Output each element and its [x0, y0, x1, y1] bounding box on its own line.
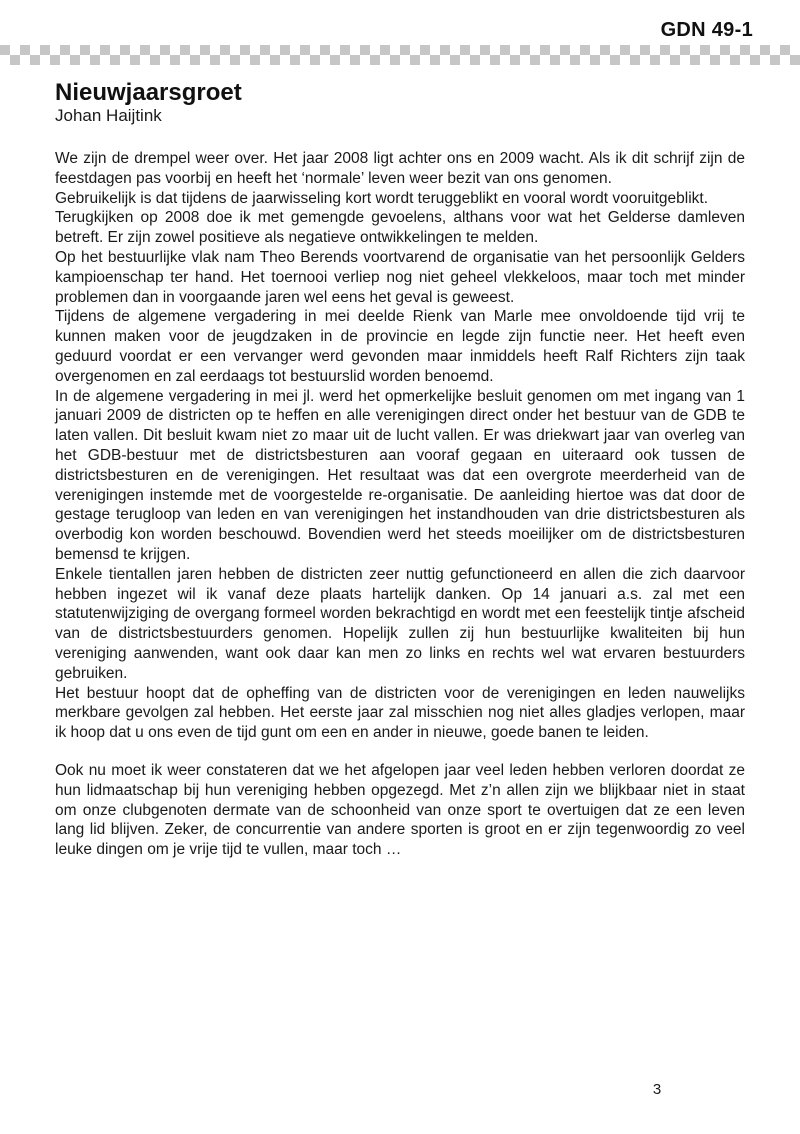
paragraph: Op het bestuurlijke vlak nam Theo Berends voortvarend de organisatie van het persoonlijk Gelders kampioenschap ter hand. Het toernooi verliep nog niet geheel vlekkeloos, maar toch met minder problemen dan in voorgaande jaren wel eens het geval is geweest.: [55, 248, 745, 306]
page-number: 3: [652, 1081, 662, 1098]
issue-label: GDN 49-1: [660, 19, 753, 41]
article-body: [55, 149, 745, 860]
paragraph-closing: Ook nu moet ik weer constateren dat we het afgelopen jaar veel leden hebben verloren doordat ze hun lidmaatschap bij hun vereniging hebben opgezegd. Met z’n allen zijn we blijkbaar niet in staat om onze clubgenoten dermate van de schoonheid van onze sport te overtuigen dat ze een leven lang lid blijven. Zeker, de concurrentie van andere sporten is groot en er zijn tegenwoordig zo veel leuke dingen om je vrije tijd te vullen, maar toch …: [55, 761, 745, 859]
checkered-divider: [0, 45, 800, 65]
author-byline: Johan Haijtink: [55, 106, 162, 125]
paragraph: Het bestuur hoopt dat de opheffing van de districten voor de verenigingen en leden nauwelijks merkbare gevolgen zal hebben. Het eerste jaar zal misschien nog niet alles gladjes verlopen, maar ik hoop dat u ons even de tijd gunt om een en ander in nieuwe, goede banen te leiden.: [55, 684, 745, 742]
paragraph: Enkele tientallen jaren hebben de districten zeer nuttig gefunctioneerd en allen die zich daarvoor hebben ingezet wil ik vanaf deze plaats hartelijk danken. Op 14 januari a.s. zal met een statutenwijziging de overgang formeel worden bekrachtigd en wordt met een feestelijk tintje afscheid van de districtsbestuurders genomen. Hopelijk zullen zij hun bestuurlijke kwaliteiten bij hun vereniging aanwenden, want ook daar kan men zo links en rechts wel wat ervaren bestuurders gebruiken.: [55, 565, 745, 682]
paragraph: Tijdens de algemene vergadering in mei deelde Rienk van Marle mee onvoldoende tijd vrij te kunnen maken voor de jeugdzaken in de provincie en legde zijn functie neer. Het heeft even geduurd voordat er een vervanger werd gevonden maar inmiddels heeft Ralf Richters zijn taak overgenomen en zal eerdaags tot bestuurslid worden benoemd.: [55, 308, 745, 385]
paragraph: In de algemene vergadering in mei jl. werd het opmerkelijke besluit genomen om met ingang van 1 januari 2009 de districten op te heffen en alle verenigingen direct onder het bestuur van de GDB te laten vallen. Dit besluit kwam niet zo maar uit de lucht vallen. Er was driekwart jaar van overleg van het GDB-bestuur met de districtsbesturen aan vooraf gegaan en uiteraard ook tussen de districtsbesturen en de verenigingen. Het resultaat was dat een overgrote meerderheid van de verenigingen instemde met de voorgestelde re-organisatie. De aanleiding hiertoe was dat door de gestage terugloop van leden en van verenigingen het instandhouden van drie districtsbesturen als overbodig kon worden beschouwd. Bovendien werd het steeds moeilijker om de districtsbesturen bemensd te krijgen.: [55, 387, 745, 563]
page-content: [55, 81, 745, 860]
page-title: Nieuwjaarsgroet: [55, 79, 242, 106]
paragraph: Terugkijken op 2008 doe ik met gemengde gevoelens, althans voor wat het Gelderse damleven betreft. Er zijn zowel positieve als negatieve ontwikkelingen te melden.: [55, 209, 745, 247]
paragraph: We zijn de drempel weer over. Het jaar 2008 ligt achter ons en 2009 wacht. Als ik dit schrijf zijn de feestdagen pas voorbij en heeft het ‘normale’ leven weer bezit van ons genomen.: [55, 150, 745, 187]
paragraph: Gebruikelijk is dat tijdens de jaarwisseling kort wordt teruggeblikt en vooral wordt vooruitgeblikt.: [55, 189, 709, 207]
